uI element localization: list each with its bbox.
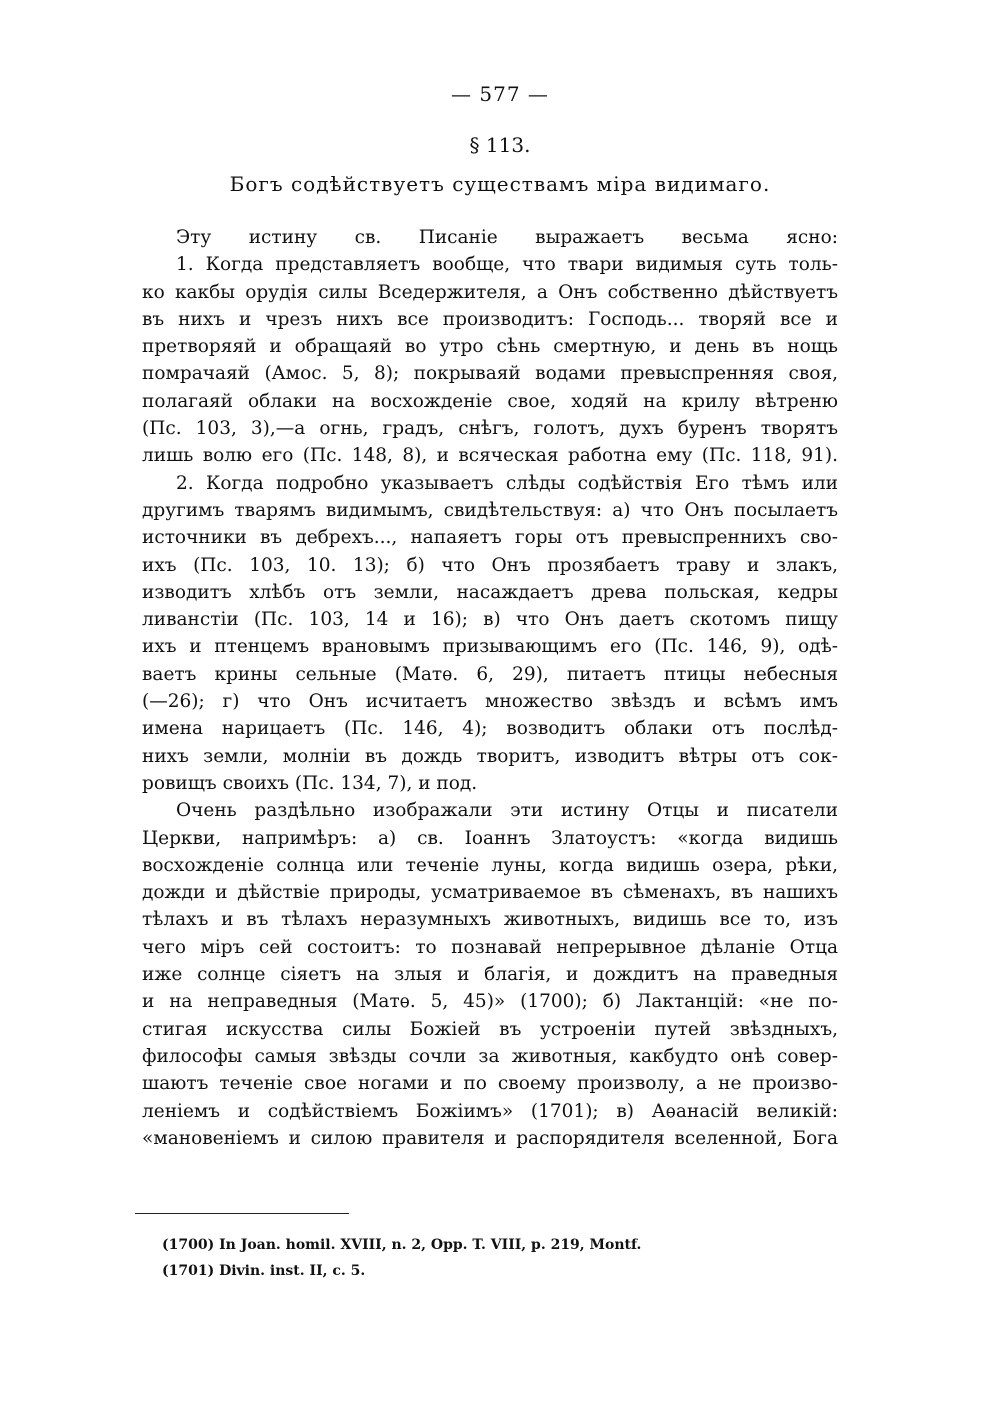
- text-line: ровищъ своихъ (Пс. 134, 7), и под.: [142, 772, 478, 794]
- text-line: леніемъ и содѣйствіемъ Божіимъ» (1701); в) Аѳанасій великій:: [142, 1100, 838, 1122]
- text-line: чего міръ сей состоитъ: то познавай непрерывное дѣланіе Отца: [142, 936, 838, 958]
- text-line: другимъ тварямъ видимымъ, свидѣтельствуя: а) что Онъ посылаетъ: [142, 499, 838, 521]
- text-line: полагаяй облаки на восхожденіе свое, ходяй на крилу вѣтреню: [142, 390, 838, 412]
- text-line: Эту истину св. Писаніе выражаетъ весьма ясно:: [176, 227, 838, 248]
- section-number: § 113.: [469, 133, 531, 157]
- text-line: помрачаяй (Амос. 5, 8); покрываяй водами превыспренняя своя,: [142, 363, 838, 385]
- text-line: 1. Когда представляетъ вообще, что твари видимыя суть толь-: [176, 254, 838, 276]
- text-line: 2. Когда подробно указываетъ слѣды содѣйствія Его тѣмъ или: [176, 472, 838, 494]
- footnote-1700: (1700) In Joan. homil. XVIII, n. 2, Opp. T. VIII, p. 219, Montf.: [162, 1237, 642, 1253]
- text-line: (Пс. 103, 3),—а огнь, градъ, снѣгъ, голотъ, духъ буренъ творятъ: [142, 418, 838, 440]
- text-line: ливанстіи (Пс. 103, 14 и 16); в) что Онъ даетъ скотомъ пищу: [142, 609, 838, 631]
- text-line: ихъ (Пс. 103, 10. 13); б) что Онъ прозябаетъ траву и злакъ,: [142, 554, 838, 576]
- text-line: въ нихъ и чрезъ нихъ все производитъ: Господь... творяй все и: [142, 308, 838, 330]
- text-line: (—26); г) что Онъ исчитаетъ множество звѣздъ и всѣмъ имъ: [142, 691, 838, 713]
- text-line: ваетъ крины сельные (Матѳ. 6, 29), питаетъ птицы небесныя: [142, 663, 838, 685]
- text-line: Очень раздѣльно изображали эти истину Отцы и писатели: [176, 800, 838, 822]
- text-line: дожди и дѣйствіе природы, усматриваемое въ сѣменахъ, въ нашихъ: [142, 882, 838, 904]
- text-line: имена нарицаетъ (Пс. 146, 4); возводитъ облаки отъ послѣд-: [142, 718, 838, 740]
- text-line: источники въ дебрехъ..., напаяетъ горы отъ превыспреннихъ сво-: [142, 527, 838, 549]
- footnotes: [162, 1232, 842, 1284]
- text-line: ко какбы орудія силы Вседержителя, а Онъ собственно дѣйствуетъ: [142, 281, 838, 303]
- section-title: Богъ содѣйствуетъ существамъ міра видимаго.: [229, 172, 771, 196]
- text-line: нихъ земли, молніи въ дождь творитъ, изводитъ вѣтры отъ сок-: [142, 745, 838, 767]
- text-line: восхожденіе солнца или теченіе луны, когда видишь озера, рѣки,: [142, 854, 838, 876]
- text-line: «мановеніемъ и силою правителя и распорядителя вселенной, Бога: [142, 1127, 838, 1149]
- text-line: стигая искусства силы Божіей въ устроеніи путей звѣздныхъ,: [142, 1018, 838, 1040]
- text-line: Церкви, напримѣръ: а) св. Іоаннъ Златоустъ: «когда видишь: [142, 827, 838, 849]
- text-line: иже солнце сіяетъ на злыя и благія, и дождитъ на праведныя: [142, 964, 838, 986]
- footnote-divider: [135, 1213, 349, 1214]
- text-line: претворяяй и обращаяй во утро сѣнь смертную, и день въ нощь: [142, 336, 838, 358]
- text-line: и на неправедныя (Матѳ. 5, 45)» (1700); б) Лактанцій: «не по-: [142, 991, 838, 1013]
- footnote-1701: (1701) Divin. inst. II, c. 5.: [162, 1263, 366, 1279]
- text-line: шаютъ теченіе свое ногами и по своему произволу, а не произво-: [142, 1073, 838, 1095]
- text-line: изводитъ хлѣбъ отъ земли, насаждаетъ древа польская, кедры: [142, 581, 838, 603]
- text-line: ихъ и птенцемъ врановымъ призывающимъ его (Пс. 146, 9), одѣ-: [142, 636, 838, 658]
- text-line: тѣлахъ и въ тѣлахъ неразумныхъ животныхъ, видишь все то, изъ: [142, 909, 838, 931]
- text-line: философы самыя звѣзды сочли за животныя, какбудто онѣ совер-: [142, 1045, 838, 1067]
- body-text: [142, 224, 838, 1152]
- text-line: лишь волю его (Пс. 148, 8), и всяческая работна ему (Пс. 118, 91).: [142, 445, 838, 467]
- page-number: — 577 —: [451, 82, 549, 106]
